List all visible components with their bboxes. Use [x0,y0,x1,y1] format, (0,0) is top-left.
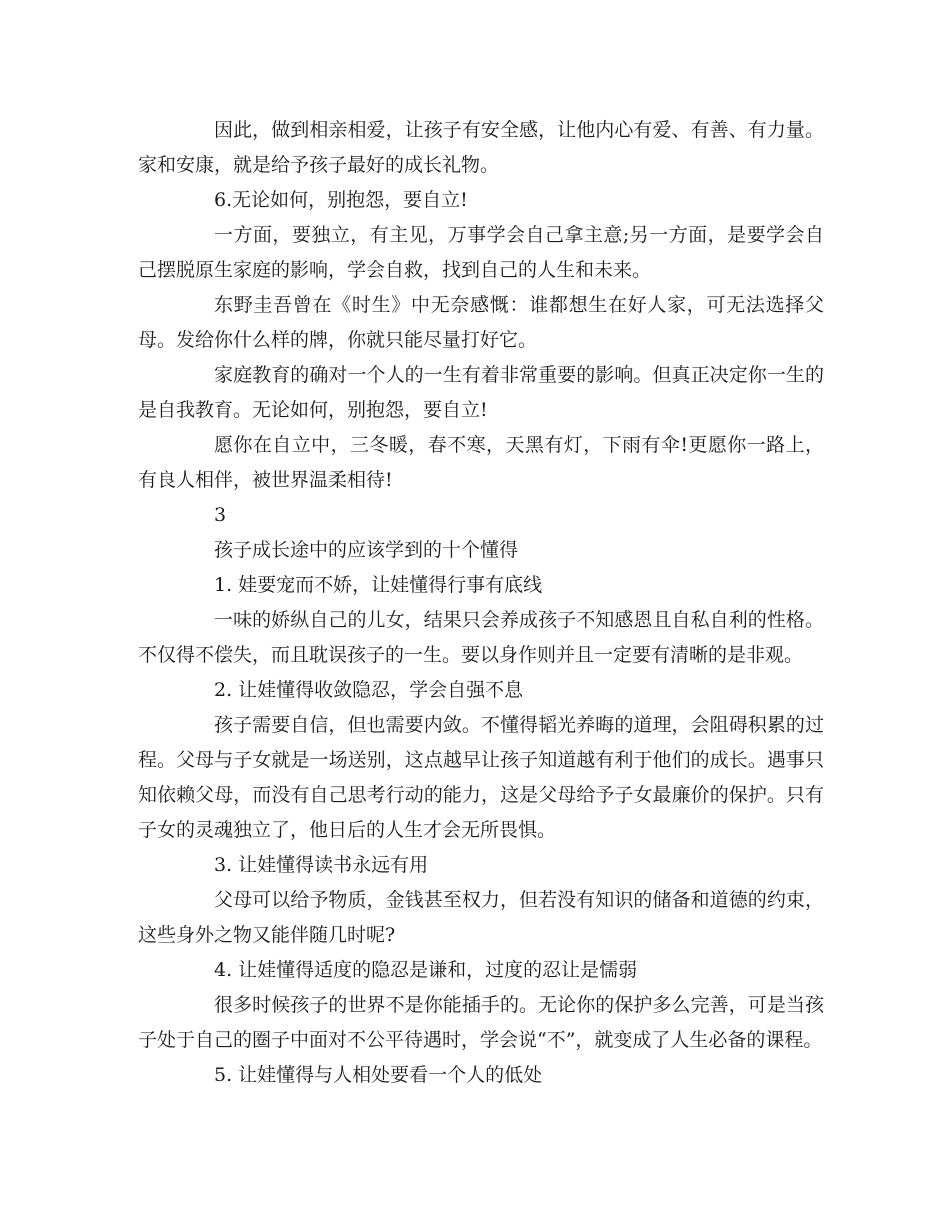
paragraph-item-1: 一味的娇纵自己的儿女，结果只会养成孩子不知感恩且自私自利的性格。不仅得不偿失，而且耽误孩子的一生。要以身作则并且一定要有清晰的是非观。 [138,609,824,666]
document-body [138,113,824,1093]
paragraph-item-3: 父母可以给予物质，金钱甚至权力，但若没有知识的储备和道德的约束，这些身外之物又能伴随几时呢? [138,889,824,946]
heading-item-3: 3. 让娃懂得读书永远有用 [214,854,429,876]
paragraph-family-harmony: 因此，做到相亲相爱，让孩子有安全感，让他内心有爱、有善、有力量。家和安康，就是给予孩子最好的成长礼物。 [138,119,824,176]
section-number: 3 [214,504,227,526]
paragraph-item-2: 孩子需要自信，但也需要内敛。不懂得韬光养晦的道理，会阻碍积累的过程。父母与子女就是一场送别，这点越早让孩子知道越有利于他们的成长。遇事只知依赖父母，而没有自己思考行动的能力，这是父母给予子女最廉价的保护。只有子女的灵魂独立了，他日后的人生才会无所畏惧。 [138,714,824,841]
heading-item-5: 5. 让娃懂得与人相处要看一个人的低处 [214,1064,543,1086]
paragraph-higashino-quote: 东野圭吾曾在《时生》中无奈感慨：谁都想生在好人家，可无法选择父母。发给你什么样的牌，你就只能尽量打好它。 [138,294,824,351]
paragraph-self-education: 家庭教育的确对一个人的一生有着非常重要的影响。但真正决定你一生的是自我教育。无论如何，别抱怨，要自立! [138,364,824,421]
heading-item-6: 6.无论如何，别抱怨，要自立! [214,189,468,211]
heading-item-1: 1. 娃要宠而不娇，让娃懂得行事有底线 [214,574,543,596]
paragraph-blessing: 愿你在自立中，三冬暖，春不寒，天黑有灯，下雨有伞!更愿你一路上，有良人相伴，被世界温柔相待! [138,434,824,491]
paragraph-item-4: 很多时候孩子的世界不是你能插手的。无论你的保护多么完善，可是当孩子处于自己的圈子中面对不公平待遇时，学会说“不”，就变成了人生必备的课程。 [138,994,824,1051]
section-title: 孩子成长途中的应该学到的十个懂得 [214,539,519,561]
paragraph-independence: 一方面，要独立，有主见，万事学会自己拿主意;另一方面，是要学会自己摆脱原生家庭的影响，学会自救，找到自己的人生和未来。 [138,224,824,281]
heading-item-2: 2. 让娃懂得收敛隐忍，学会自强不息 [214,679,524,701]
heading-item-4: 4. 让娃懂得适度的隐忍是谦和，过度的忍让是懦弱 [214,959,638,981]
